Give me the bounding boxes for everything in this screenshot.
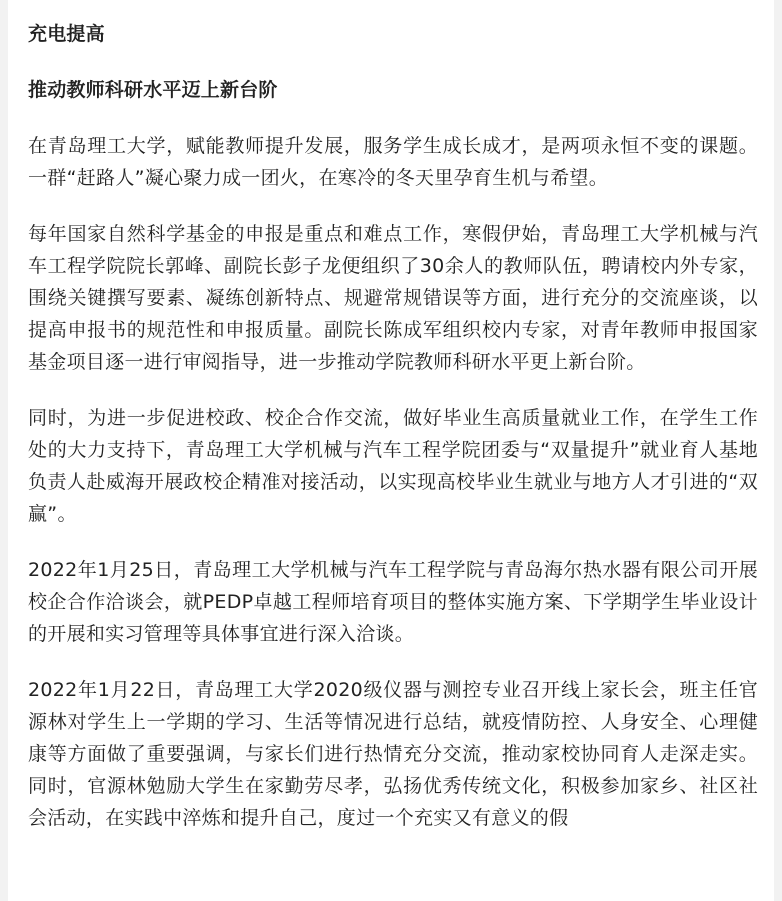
- section-subtitle: 推动教师科研水平迈上新台阶: [28, 79, 278, 101]
- paragraph-nsfc: 每年国家自然科学基金的申报是重点和难点工作，寒假伊始，青岛理工大学机械与汽车工程学院院长郭峰、副院长彭子龙便组织了30余人的教师队伍，聘请校内外专家，围绕关键撰写要素、凝练创新特点、规避常规错误等方面，进行充分的交流座谈，以提高申报书的规范性和申报质量。副院长陈成军组织校内专家，对青年教师申报国家基金项目逐一进行审阅指导，进一步推动学院教师科研水平更上新台阶。: [28, 223, 758, 373]
- paragraph-intro: 在青岛理工大学，赋能教师提升发展，服务学生成长成才，是两项永恒不变的课题。一群“赶路人”凝心聚力成一团火，在寒冷的冬天里孕育生机与希望。: [28, 135, 758, 189]
- article-body: [8, 0, 774, 901]
- paragraph-cooperation: 同时，为进一步促进校政、校企合作交流，做好毕业生高质量就业工作，在学生工作处的大力支持下，青岛理工大学机械与汽车工程学院团委与“双量提升”就业育人基地负责人赴威海开展政校企精准对接活动，以实现高校毕业生就业与地方人才引进的“双赢”。: [28, 407, 758, 525]
- paragraph-haier: 2022年1月25日，青岛理工大学机械与汽车工程学院与青岛海尔热水器有限公司开展校企合作洽谈会，就PEDP卓越工程师培育项目的整体实施方案、下学期学生毕业设计的开展和实习管理等具体事宜进行深入洽谈。: [28, 559, 758, 645]
- section-title: 充电提高: [28, 23, 105, 45]
- paragraph-parents-meeting: 2022年1月22日，青岛理工大学2020级仪器与测控专业召开线上家长会，班主任官源林对学生上一学期的学习、生活等情况进行总结，就疫情防控、人身安全、心理健康等方面做了重要强调，与家长们进行热情充分交流，推动家校协同育人走深走实。同时，官源林勉励大学生在家勤劳尽孝，弘扬优秀传统文化，积极参加家乡、社区社会活动，在实践中淬炼和提升自己，度过一个充实又有意义的假: [28, 679, 758, 829]
